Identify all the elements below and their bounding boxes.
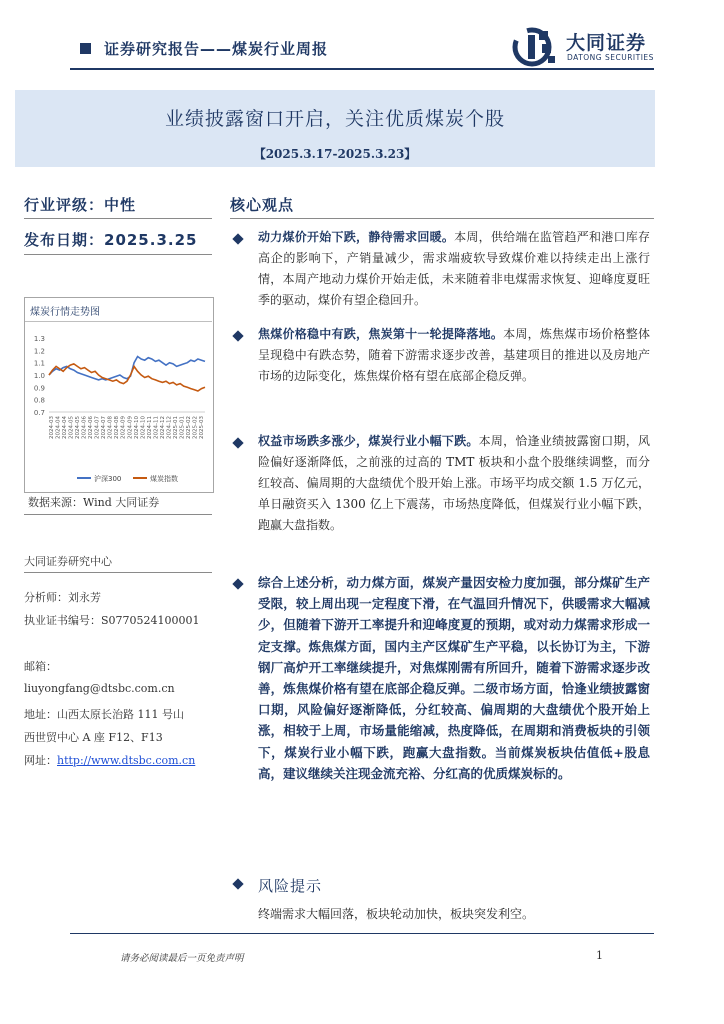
x-tick-label: 2024-09 <box>127 416 134 439</box>
x-tick-label: 2025-03 <box>199 416 205 439</box>
paragraph-heading: 动力煤价开始下跌，静待需求回暖。 <box>258 230 455 244</box>
paragraph-body: 本周，恰逢业绩披露窗口期，风险偏好逐渐降低，之前涨的过高的 TMT 板块和小盘个股继续调整，而分红较高、偏周期的大盘绩优个股开始上涨。市场平均成交额 1.5 万亿元，单日融资买入 1300 亿上下震荡，市场热度降低，但煤炭行业小幅下跌，跑赢大盘指数。 <box>258 434 650 532</box>
x-tick-label: 2024-05 <box>68 416 75 439</box>
legend-label: 沪深300 <box>94 475 122 483</box>
x-tick-label: 2024-12 <box>166 416 173 439</box>
market-trend-chart <box>25 324 211 490</box>
series-line <box>49 357 205 380</box>
x-tick-label: 2024-08 <box>114 416 121 439</box>
x-tick-label: 2024-03 <box>49 416 55 439</box>
diamond-bullet-icon <box>232 330 243 341</box>
research-center: 大同证券研究中心 <box>24 555 112 568</box>
x-tick-label: 2024-04 <box>55 416 62 439</box>
x-tick-label: 2024-11 <box>153 416 160 439</box>
x-tick-label: 2024-06 <box>81 416 88 439</box>
company-logo-english: DATONG SECURITIES <box>567 53 654 62</box>
risk-title: 风险提示 <box>258 877 323 895</box>
paragraph-heading: 焦煤价格稳中有跌，焦炭第十一轮提降落地。 <box>258 327 504 341</box>
x-tick-label: 2025-02 <box>192 416 199 439</box>
sidebar-divider <box>24 572 212 573</box>
x-tick-label: 2024-08 <box>107 416 114 439</box>
series-line <box>49 364 205 391</box>
section-title-core-views: 核心观点 <box>230 196 295 214</box>
x-tick-label: 2024-04 <box>62 416 69 439</box>
x-tick-label: 2024-07 <box>94 416 101 439</box>
diamond-bullet-icon <box>232 878 243 889</box>
section-divider <box>230 218 654 219</box>
email-label: 邮箱： <box>24 660 57 673</box>
analyst-certificate: 执业证书编号：S0770524100001 <box>24 614 200 627</box>
y-tick-label: 1.2 <box>33 347 45 356</box>
x-tick-label: 2024-11 <box>146 416 153 439</box>
x-tick-label: 2024-05 <box>75 416 82 439</box>
chart-title-divider <box>25 321 212 322</box>
paragraph-body: 本周，炼焦煤市场价格整体呈现稳中有跌态势，随着下游需求逐步改善，基建项目的推进以及房地产市场的边际变化，炼焦煤价格有望在底部企稳反弹。 <box>258 327 650 383</box>
chart-source: 数据来源：Wind 大同证券 <box>28 496 160 509</box>
address-line-1: 地址：山西太原长治路 111 号山 <box>24 708 184 721</box>
report-type-title: 证券研究报告——煤炭行业周报 <box>104 40 329 58</box>
y-tick-label: 1.0 <box>33 372 45 380</box>
x-tick-label: 2024-10 <box>133 416 140 439</box>
x-tick-label: 2024-10 <box>140 416 147 439</box>
y-tick-label: 1.3 <box>33 335 45 343</box>
header-square-icon <box>80 43 91 54</box>
website-link[interactable]: http://www.dtsbc.com.cn <box>57 754 196 767</box>
header-divider <box>70 68 654 70</box>
website-label: 网址： <box>24 754 57 767</box>
paragraph-thermal-coal <box>258 227 650 311</box>
sidebar-divider <box>24 254 212 255</box>
industry-rating: 行业评级：中性 <box>24 196 137 214</box>
analyst-name: 分析师：刘永芳 <box>24 591 101 604</box>
y-tick-label: 0.9 <box>33 384 45 393</box>
datong-logo-icon <box>512 27 562 67</box>
legend-label: 煤炭指数 <box>150 475 178 483</box>
report-date-range: 【2025.3.17-2025.3.23】 <box>253 147 417 161</box>
x-tick-label: 2024-07 <box>101 416 108 439</box>
report-title: 业绩披露窗口开启，关注优质煤炭个股 <box>164 108 505 130</box>
email-address[interactable]: liuyongfang@dtsbc.com.cn <box>24 682 175 695</box>
address-line-2: 西世贸中心 A 座 F12、F13 <box>24 731 163 744</box>
sidebar-divider <box>24 514 212 515</box>
y-tick-label: 0.8 <box>33 396 45 405</box>
disclaimer-note: 请务必阅读最后一页免责声明 <box>120 953 244 964</box>
footer-divider <box>70 933 654 934</box>
x-tick-label: 2024-12 <box>159 416 166 439</box>
sidebar-divider <box>24 218 212 219</box>
chart-title: 煤炭行情走势图 <box>30 307 100 318</box>
diamond-bullet-icon <box>232 437 243 448</box>
x-tick-label: 2025-01 <box>179 416 186 439</box>
diamond-bullet-icon <box>232 233 243 244</box>
paragraph-summary: 综合上述分析，动力煤方面，煤炭产量因安检力度加强，部分煤矿生产受限，较上周出现一定程度下滑，在气温回升情况下，供暖需求大幅减少，但随着下游开工率提升和迎峰度夏的预期，或对动力煤需求形成一定支撑。炼焦煤方面，国内主产区煤矿生产平稳，以长协订为主，下游钢厂高炉开工率继续提升，对焦煤刚需有所回升，随着下游需求逐步改善，炼焦煤价格有望在底部企稳反弹。二级市场方面，恰逢业绩披露窗口期，风险偏好逐渐降低，分红较高、偏周期的大盘绩优个股开始上涨，相较于上周，市场量能缩减，热度降低，在周期和消费板块的引领下，煤炭行业小幅下跌，跑赢大盘指数。当前煤炭板块估值低+股息高，建议继续关注现金流充裕、分红高的优质煤炭标的。 <box>258 575 650 781</box>
page-number: 1 <box>596 949 603 962</box>
risk-text: 终端需求大幅回落，板块轮动加快，板块突发利空。 <box>258 907 535 921</box>
paragraph-heading: 权益市场跌多涨少，煤炭行业小幅下跌。 <box>258 434 479 448</box>
x-tick-label: 2025-02 <box>185 416 192 439</box>
publish-date: 发布日期：2025.3.25 <box>24 231 198 249</box>
y-tick-label: 0.7 <box>33 409 45 417</box>
paragraph-equity-market <box>258 431 650 536</box>
x-tick-label: 2025-01 <box>172 416 179 439</box>
paragraph-body: 本周，供给端在监管趋严和港口库存高企的影响下，产销量减少，需求端疲软导致煤价难以持续走出上涨行情，本周产地动力煤价开始走低，未来随着非电煤需求恢复、迎峰度夏旺季的驱动，煤价有望企稳回升。 <box>258 230 650 307</box>
paragraph-coking-coal <box>258 324 650 387</box>
x-tick-label: 2024-06 <box>88 416 95 439</box>
company-logo-text: 大同证券 <box>566 32 647 54</box>
y-tick-label: 1.1 <box>33 359 45 368</box>
diamond-bullet-icon <box>232 578 243 589</box>
x-tick-label: 2024-09 <box>120 416 127 439</box>
website-row <box>24 752 195 768</box>
